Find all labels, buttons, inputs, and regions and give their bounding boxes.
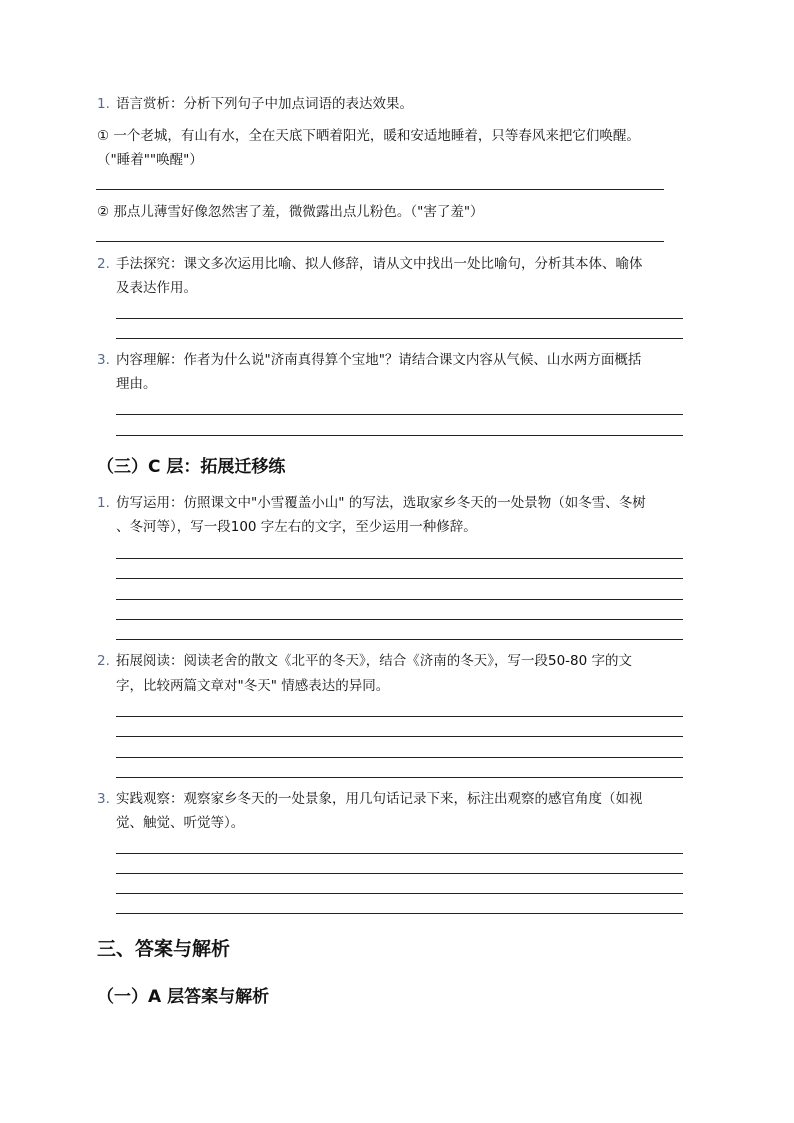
answer-line[interactable] — [116, 893, 683, 894]
question-number: 3. — [97, 352, 110, 368]
answer-line[interactable] — [116, 757, 683, 758]
question-text-line-1: 手法探究：课文多次运用比喻、拟人修辞，请从文中找出一处比喻句，分析其本体、喻体 — [116, 256, 643, 272]
question-text-line-1: 实践观察：观察家乡冬天的一处景象，用几句话记录下来，标注出观察的感官角度（如视 — [116, 791, 643, 807]
question-text-line-2: 及表达作用。 — [116, 280, 197, 296]
sentence-1-line-2: （"睡着""唤醒"） — [97, 152, 203, 168]
question-text-line-1: 拓展阅读：阅读老舍的散文《北平的冬天》，结合《济南的冬天》，写一段50-80 字的文 — [116, 653, 633, 669]
question-text: 语言赏析：分析下列句子中加点词语的表达效果。 — [116, 96, 413, 112]
question-number: 3. — [97, 791, 110, 807]
answer-line[interactable] — [116, 716, 683, 717]
sentence-1-line-1: ① 一个老城，有山有水，全在天底下晒着阳光，暖和安适地睡着，只等春风来把它们唤醒。 — [97, 128, 640, 144]
answer-line[interactable] — [96, 241, 664, 242]
answer-line[interactable] — [116, 777, 683, 778]
question-number: 2. — [97, 256, 110, 272]
answer-line[interactable] — [116, 435, 683, 436]
answer-line[interactable] — [116, 619, 683, 620]
answer-line[interactable] — [116, 414, 683, 415]
section-heading-c: （三）C 层：拓展迁移练 — [97, 457, 286, 477]
question-text-line-1: 内容理解：作者为什么说"济南真得算个宝地"？请结合课文内容从气候、山水两方面概括 — [116, 352, 642, 368]
answer-line[interactable] — [116, 853, 683, 854]
question-text-line-2: 理由。 — [116, 376, 157, 392]
question-text-line-2: 、冬河等），写一段100 字左右的文字，至少运用一种修辞。 — [116, 519, 477, 535]
answer-line[interactable] — [116, 639, 683, 640]
question-number: 2. — [97, 653, 110, 669]
answer-line[interactable] — [116, 318, 683, 319]
answer-line[interactable] — [96, 189, 664, 190]
question-number: 1. — [97, 495, 110, 511]
question-text-line-1: 仿写运用：仿照课文中"小雪覆盖小山" 的写法，选取家乡冬天的一处景物（如冬雪、冬树 — [116, 495, 646, 511]
question-number: 1. — [97, 96, 110, 112]
answers-heading: 三、答案与解析 — [97, 938, 231, 960]
answers-sub-heading: （一）A 层答案与解析 — [97, 987, 270, 1007]
answer-line[interactable] — [116, 913, 683, 914]
answer-line[interactable] — [116, 338, 683, 339]
sentence-2: ② 那点儿薄雪好像忽然害了羞，微微露出点儿粉色。（"害了羞"） — [97, 204, 484, 220]
question-text-line-2: 字，比较两篇文章对"冬天" 情感表达的异同。 — [116, 678, 390, 694]
answer-line[interactable] — [116, 736, 683, 737]
answer-line[interactable] — [116, 558, 683, 559]
answer-line[interactable] — [116, 599, 683, 600]
question-text-line-2: 觉、触觉、听觉等）。 — [116, 815, 245, 831]
answer-line[interactable] — [116, 578, 683, 579]
answer-line[interactable] — [116, 873, 683, 874]
